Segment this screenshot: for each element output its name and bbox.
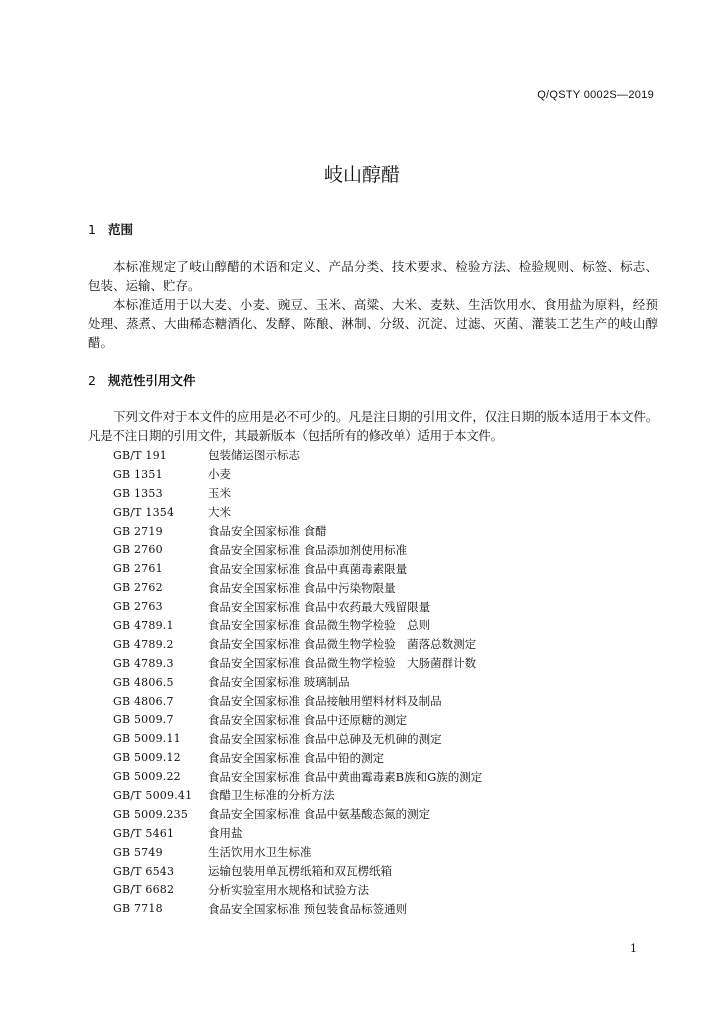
reference-code: GB/T 6682	[113, 883, 175, 897]
reference-item	[113, 824, 482, 843]
reference-item	[113, 710, 482, 729]
reference-item	[113, 635, 482, 654]
reference-name: 玉米	[208, 486, 231, 501]
reference-code: GB 5749	[113, 845, 163, 859]
reference-code: GB 4789.3	[113, 656, 174, 670]
reference-code: GB 5009.12	[113, 751, 181, 765]
section-2-paragraph-1: 下列文件对于本文件的应用是必不可少的。凡是注日期的引用文件，仅注日期的版本适用于本文件。凡是不注日期的引用文件，其最新版本（包括所有的修改单）适用于本文件。	[88, 409, 658, 443]
reference-item	[113, 748, 482, 767]
reference-name: 食品安全国家标准 食品中还原糖的测定	[208, 712, 408, 727]
reference-item	[113, 880, 482, 899]
reference-name: 大米	[208, 505, 231, 520]
reference-name: 运输包装用单瓦楞纸箱和双瓦楞纸箱	[208, 864, 392, 879]
reference-item	[113, 540, 482, 559]
reference-name: 食品安全国家标准 食品中氨基酸态氮的测定	[208, 807, 431, 822]
reference-name: 食品安全国家标准 食品微生物学检验 总则	[208, 618, 431, 633]
reference-code: GB 2761	[113, 562, 163, 576]
reference-code: GB 4789.2	[113, 637, 174, 651]
reference-item	[113, 522, 482, 541]
reference-code: GB 5009.11	[113, 732, 181, 746]
reference-item	[113, 729, 482, 748]
standard-code: Q/QSTY 0002S—2019	[537, 89, 654, 101]
reference-name: 分析实验室用水规格和试验方法	[208, 882, 369, 897]
reference-name: 食品安全国家标准 食品中真菌毒素限量	[208, 561, 408, 576]
reference-item	[113, 786, 482, 805]
reference-name: 小麦	[208, 467, 231, 482]
reference-item	[113, 616, 482, 635]
section-1-paragraph-1: 本标准规定了岐山醇醋的术语和定义、产品分类、技术要求、检验方法、检验规则、标签、标志、包装、运输、贮存。	[88, 259, 658, 293]
reference-item	[113, 805, 482, 824]
reference-code: GB 1353	[113, 486, 163, 500]
reference-item	[113, 559, 482, 578]
section-2-title: 规范性引用文件	[108, 373, 196, 388]
reference-item	[113, 578, 482, 597]
reference-code: GB 4806.5	[113, 675, 174, 689]
reference-name: 食品安全国家标准 食品中黄曲霉毒素B族和G族的测定	[208, 769, 483, 784]
reference-code: GB/T 5461	[113, 826, 175, 840]
reference-item	[113, 767, 482, 786]
reference-code: GB/T 1354	[113, 505, 175, 519]
reference-code: GB/T 5009.41	[113, 788, 193, 802]
reference-code: GB/T 191	[113, 448, 168, 462]
reference-name: 食品安全国家标准 预包装食品标签通则	[208, 901, 408, 916]
reference-code: GB 1351	[113, 467, 163, 481]
section-1-number: 1	[88, 222, 96, 237]
section-1-title: 范围	[108, 222, 134, 237]
reference-name: 食品安全国家标准 食品中农药最大残留限量	[208, 599, 431, 614]
section-2-heading	[88, 371, 196, 389]
document-title: 岐山醇醋	[323, 164, 400, 186]
reference-code: GB 2719	[113, 524, 163, 538]
section-1-paragraph-2: 本标准适用于以大麦、小麦、豌豆、玉米、高粱、大米、麦麸、生活饮用水、食用盐为原料，经预处理、蒸煮、大曲稀态糖酒化、发酵、陈酿、淋制、分级、沉淀、过滤、灭菌、灌装工艺生产的岐山醇醋。	[88, 297, 658, 350]
reference-name: 食用盐	[208, 826, 243, 841]
reference-item	[113, 597, 482, 616]
section-1-heading	[88, 220, 133, 238]
reference-name: 食品安全国家标准 食品添加剂使用标准	[208, 542, 408, 557]
reference-name: 食品安全国家标准 食品中总砷及无机砷的测定	[208, 731, 442, 746]
reference-item	[113, 843, 482, 862]
reference-item	[113, 692, 482, 711]
reference-code: GB 2762	[113, 581, 163, 595]
reference-code: GB 4806.7	[113, 694, 174, 708]
reference-name: 食品安全国家标准 食品接触用塑料材料及制品	[208, 694, 442, 709]
reference-name: 食醋卫生标准的分析方法	[208, 788, 335, 803]
reference-code: GB 5009.22	[113, 770, 181, 784]
reference-name: 包装储运图示标志	[208, 448, 300, 463]
reference-item	[113, 484, 482, 503]
reference-code: GB 4789.1	[113, 618, 174, 632]
page-number: 1	[630, 942, 637, 955]
reference-name: 食品安全国家标准 食品中铅的测定	[208, 750, 385, 765]
reference-name: 食品安全国家标准 玻璃制品	[208, 675, 350, 690]
reference-name: 生活饮用水卫生标准	[208, 845, 312, 860]
reference-code: GB 5009.7	[113, 713, 174, 727]
reference-item	[113, 862, 482, 881]
reference-code: GB 7718	[113, 902, 163, 916]
reference-name: 食品安全国家标准 食品中污染物限量	[208, 580, 396, 595]
reference-item	[113, 654, 482, 673]
reference-name: 食品安全国家标准 食品微生物学检验 大肠菌群计数	[208, 656, 477, 671]
section-2-number: 2	[88, 373, 96, 388]
reference-code: GB 2760	[113, 543, 163, 557]
reference-list	[113, 446, 482, 918]
reference-item	[113, 446, 482, 465]
reference-code: GB 2763	[113, 600, 163, 614]
reference-code: GB 5009.235	[113, 807, 189, 821]
reference-name: 食品安全国家标准 食品微生物学检验 菌落总数测定	[208, 637, 477, 652]
reference-item	[113, 465, 482, 484]
reference-item	[113, 503, 482, 522]
reference-item	[113, 673, 482, 692]
reference-code: GB/T 6543	[113, 864, 175, 878]
reference-item	[113, 899, 482, 918]
reference-name: 食品安全国家标准 食醋	[208, 524, 327, 538]
